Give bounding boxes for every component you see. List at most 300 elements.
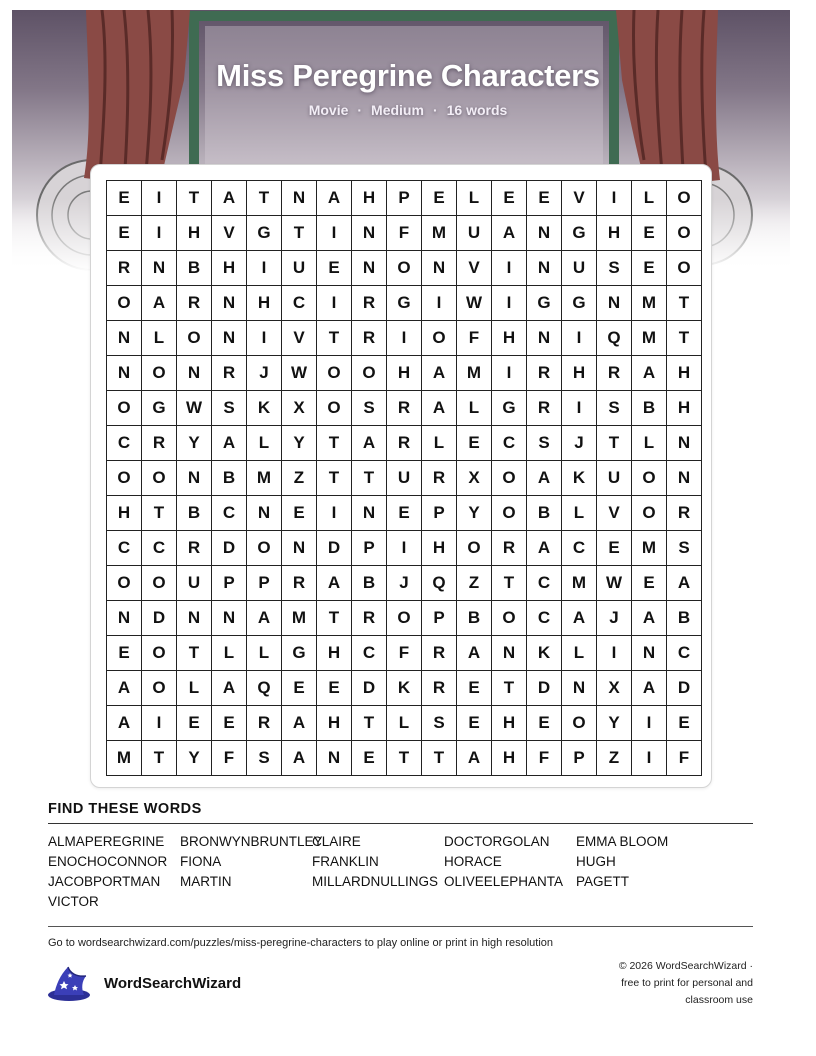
grid-cell[interactable]: N [562,671,597,706]
grid-cell[interactable]: N [177,356,212,391]
grid-cell[interactable]: T [352,706,387,741]
grid-cell[interactable]: B [352,566,387,601]
grid-cell[interactable]: H [492,741,527,776]
grid-cell[interactable]: A [107,706,142,741]
grid-cell[interactable]: V [212,216,247,251]
grid-cell[interactable]: C [667,636,702,671]
grid-cell[interactable]: N [107,356,142,391]
grid-cell[interactable]: O [632,496,667,531]
grid-cell[interactable]: E [107,181,142,216]
grid-cell[interactable]: E [457,426,492,461]
grid-cell[interactable]: S [597,391,632,426]
grid-cell[interactable]: R [352,286,387,321]
grid-cell[interactable]: A [142,286,177,321]
grid-cell[interactable]: L [457,391,492,426]
divider [48,926,753,927]
grid-cell[interactable]: T [352,461,387,496]
grid-cell[interactable]: A [527,461,562,496]
grid-cell[interactable]: Z [457,566,492,601]
grid-cell[interactable]: N [352,216,387,251]
grid-cell[interactable]: U [282,251,317,286]
grid-cell[interactable]: N [212,286,247,321]
grid-cell[interactable]: N [352,496,387,531]
grid-cell[interactable]: T [667,286,702,321]
grid-cell[interactable]: H [667,356,702,391]
grid-cell[interactable]: E [107,216,142,251]
grid-cell[interactable]: M [457,356,492,391]
grid-cell[interactable]: I [387,321,422,356]
grid-cell[interactable]: K [247,391,282,426]
grid-cell[interactable]: I [247,251,282,286]
grid-cell[interactable]: R [387,426,422,461]
grid-cell[interactable]: M [632,321,667,356]
grid-cell[interactable]: I [492,251,527,286]
grid-cell[interactable]: L [422,426,457,461]
grid-cell[interactable]: B [667,601,702,636]
grid-cell[interactable]: U [562,251,597,286]
grid-cell[interactable]: M [632,531,667,566]
grid-cell[interactable]: L [247,636,282,671]
grid-cell[interactable]: C [142,531,177,566]
grid-cell[interactable]: F [667,741,702,776]
grid-cell[interactable]: N [177,461,212,496]
grid-cell[interactable]: N [212,321,247,356]
grid-cell[interactable]: E [632,251,667,286]
grid-cell[interactable]: P [422,601,457,636]
grid-cell[interactable]: G [492,391,527,426]
grid-cell[interactable]: I [597,181,632,216]
grid-cell[interactable]: S [352,391,387,426]
grid-cell[interactable]: C [352,636,387,671]
grid-cell[interactable]: L [247,426,282,461]
grid-cell[interactable]: O [667,181,702,216]
grid-cell[interactable]: R [107,251,142,286]
divider [48,823,753,824]
grid-cell[interactable]: D [317,531,352,566]
grid-cell[interactable]: P [352,531,387,566]
grid-cell[interactable]: O [107,391,142,426]
grid-cell[interactable]: R [282,566,317,601]
grid-cell[interactable]: N [667,461,702,496]
grid-cell[interactable]: T [492,671,527,706]
grid-cell[interactable]: I [492,356,527,391]
grid-cell[interactable]: O [107,461,142,496]
grid-cell[interactable]: F [457,321,492,356]
grid-cell[interactable]: J [597,601,632,636]
grid-cell[interactable]: H [107,496,142,531]
grid-cell[interactable]: S [597,251,632,286]
grid-cell[interactable]: I [422,286,457,321]
letter-grid[interactable] [106,180,702,776]
grid-cell[interactable]: B [177,251,212,286]
grid-cell[interactable]: A [107,671,142,706]
grid-cell[interactable]: N [597,286,632,321]
grid-cell[interactable]: U [597,461,632,496]
grid-cell[interactable]: P [562,741,597,776]
grid-cell[interactable]: A [562,601,597,636]
grid-cell[interactable]: L [457,181,492,216]
grid-cell[interactable]: E [597,531,632,566]
grid-cell[interactable]: Q [247,671,282,706]
grid-cell[interactable]: Y [177,741,212,776]
grid-cell[interactable]: P [387,181,422,216]
grid-cell[interactable]: E [212,706,247,741]
grid-cell[interactable]: H [597,216,632,251]
grid-cell[interactable]: G [527,286,562,321]
grid-cell[interactable]: B [212,461,247,496]
grid-cell[interactable]: O [387,601,422,636]
grid-cell[interactable]: O [142,461,177,496]
grid-cell[interactable]: G [247,216,282,251]
grid-cell[interactable]: O [107,566,142,601]
grid-cell[interactable]: W [597,566,632,601]
grid-cell[interactable]: C [562,531,597,566]
grid-cell[interactable]: Z [597,741,632,776]
grid-cell[interactable]: P [247,566,282,601]
grid-cell[interactable]: O [142,636,177,671]
grid-cell[interactable]: V [562,181,597,216]
grid-cell[interactable]: N [177,601,212,636]
grid-cell[interactable]: D [212,531,247,566]
grid-cell[interactable]: I [597,636,632,671]
grid-cell[interactable]: E [422,181,457,216]
grid-cell[interactable]: R [352,601,387,636]
word-list-heading: FIND THESE WORDS [48,801,202,817]
grid-cell[interactable]: J [562,426,597,461]
grid-cell[interactable]: T [492,566,527,601]
grid-cell[interactable]: L [387,706,422,741]
grid-cell[interactable]: M [107,741,142,776]
grid-cell[interactable]: N [527,251,562,286]
grid-cell[interactable]: R [527,391,562,426]
grid-cell[interactable]: J [387,566,422,601]
brand-logo[interactable] [46,963,241,1003]
grid-cell[interactable]: O [457,531,492,566]
grid-cell[interactable]: N [142,251,177,286]
word-list-item: HUGH [576,854,616,869]
grid-cell[interactable]: L [632,181,667,216]
grid-cell[interactable]: C [107,426,142,461]
grid-cell[interactable]: S [212,391,247,426]
grid-cell[interactable]: R [597,356,632,391]
grid-cell[interactable]: I [317,286,352,321]
grid-cell[interactable]: K [527,636,562,671]
grid-cell[interactable]: O [177,321,212,356]
grid-cell[interactable]: N [527,321,562,356]
grid-cell[interactable]: A [212,181,247,216]
grid-cell[interactable]: O [352,356,387,391]
grid-cell[interactable]: N [282,531,317,566]
grid-cell[interactable]: M [282,601,317,636]
grid-cell[interactable]: H [317,706,352,741]
grid-cell[interactable]: E [387,496,422,531]
grid-cell[interactable]: X [282,391,317,426]
grid-cell[interactable]: I [247,321,282,356]
grid-cell[interactable]: T [422,741,457,776]
grid-cell[interactable]: Y [282,426,317,461]
grid-cell[interactable]: L [177,671,212,706]
grid-cell[interactable]: T [282,216,317,251]
grid-cell[interactable]: N [282,181,317,216]
grid-cell[interactable]: E [282,496,317,531]
grid-cell[interactable]: O [142,356,177,391]
grid-cell[interactable]: L [142,321,177,356]
grid-cell[interactable]: A [457,741,492,776]
grid-cell[interactable]: N [107,321,142,356]
grid-cell[interactable]: A [667,566,702,601]
grid-cell[interactable]: T [317,601,352,636]
grid-cell[interactable]: H [492,706,527,741]
grid-cell[interactable]: R [387,391,422,426]
grid-cell[interactable]: S [247,741,282,776]
grid-cell[interactable]: E [457,706,492,741]
grid-cell[interactable]: A [212,671,247,706]
grid-cell[interactable]: T [387,741,422,776]
grid-cell[interactable]: A [492,216,527,251]
grid-cell[interactable]: N [107,601,142,636]
grid-cell[interactable]: A [282,741,317,776]
grid-cell[interactable]: V [457,251,492,286]
grid-cell[interactable]: O [387,251,422,286]
grid-cell[interactable]: A [247,601,282,636]
grid-cell[interactable]: R [177,286,212,321]
grid-cell[interactable]: I [142,706,177,741]
grid-cell[interactable]: L [212,636,247,671]
grid-cell[interactable]: H [247,286,282,321]
grid-cell[interactable]: R [177,531,212,566]
grid-cell[interactable]: O [492,601,527,636]
grid-cell[interactable]: H [422,531,457,566]
grid-cell[interactable]: L [562,496,597,531]
grid-cell[interactable]: U [387,461,422,496]
grid-cell[interactable]: N [632,636,667,671]
grid-cell[interactable]: A [632,601,667,636]
grid-cell[interactable]: K [387,671,422,706]
word-list-item: VICTOR [48,894,99,909]
grid-cell[interactable]: R [142,426,177,461]
grid-cell[interactable]: I [317,496,352,531]
grid-cell[interactable]: R [247,706,282,741]
grid-cell[interactable]: A [422,356,457,391]
grid-cell[interactable]: C [282,286,317,321]
grid-cell[interactable]: J [247,356,282,391]
grid-cell[interactable]: I [632,706,667,741]
grid-cell[interactable]: E [317,671,352,706]
grid-cell[interactable]: R [492,531,527,566]
grid-cell[interactable]: R [212,356,247,391]
grid-cell[interactable]: A [422,391,457,426]
grid-cell[interactable]: S [667,531,702,566]
grid-cell[interactable]: N [317,741,352,776]
grid-cell[interactable]: H [212,251,247,286]
grid-cell[interactable]: E [352,741,387,776]
wizard-hat-icon [46,963,92,1003]
grid-cell[interactable]: A [282,706,317,741]
grid-cell[interactable]: W [282,356,317,391]
grid-cell[interactable]: A [632,671,667,706]
grid-cell[interactable]: I [142,216,177,251]
grid-cell[interactable]: O [667,216,702,251]
grid-cell[interactable]: G [562,286,597,321]
grid-cell[interactable]: E [632,566,667,601]
grid-cell[interactable]: O [142,566,177,601]
grid-cell[interactable]: T [317,321,352,356]
grid-cell[interactable]: T [317,461,352,496]
grid-cell[interactable]: Q [422,566,457,601]
grid-cell[interactable]: U [177,566,212,601]
grid-cell[interactable]: D [142,601,177,636]
grid-cell[interactable]: O [632,461,667,496]
grid-cell[interactable]: Y [177,426,212,461]
grid-cell[interactable]: C [527,566,562,601]
grid-cell[interactable]: E [492,181,527,216]
grid-cell[interactable]: Y [597,706,632,741]
grid-cell[interactable]: E [527,181,562,216]
grid-cell[interactable]: E [317,251,352,286]
grid-cell[interactable]: T [177,181,212,216]
grid-cell[interactable]: X [457,461,492,496]
grid-cell[interactable]: P [212,566,247,601]
grid-cell[interactable]: V [282,321,317,356]
grid-cell[interactable]: O [317,391,352,426]
grid-cell[interactable]: E [107,636,142,671]
grid-cell[interactable]: I [492,286,527,321]
grid-cell[interactable]: H [177,216,212,251]
grid-cell[interactable]: I [632,741,667,776]
grid-cell[interactable]: T [317,426,352,461]
grid-cell[interactable]: R [527,356,562,391]
grid-cell[interactable]: F [387,636,422,671]
grid-cell[interactable]: O [562,706,597,741]
grid-cell[interactable]: E [527,706,562,741]
grid-cell[interactable]: T [597,426,632,461]
grid-cell[interactable]: F [527,741,562,776]
grid-cell[interactable]: R [422,636,457,671]
grid-cell[interactable]: H [387,356,422,391]
word-list-item: CLAIRE [312,834,361,849]
grid-cell[interactable]: W [457,286,492,321]
grid-cell[interactable]: I [562,321,597,356]
grid-cell[interactable]: I [142,181,177,216]
grid-cell[interactable]: M [632,286,667,321]
grid-cell[interactable]: A [317,566,352,601]
grid-cell[interactable]: O [492,496,527,531]
grid-cell[interactable]: C [212,496,247,531]
grid-cell[interactable]: T [142,741,177,776]
grid-cell[interactable]: T [667,321,702,356]
grid-cell[interactable]: F [387,216,422,251]
grid-cell[interactable]: G [282,636,317,671]
grid-cell[interactable]: M [562,566,597,601]
grid-cell[interactable]: A [352,426,387,461]
grid-cell[interactable]: T [247,181,282,216]
word-list-item: FIONA [180,854,222,869]
grid-cell[interactable]: D [352,671,387,706]
grid-cell[interactable]: E [457,671,492,706]
grid-cell[interactable]: G [387,286,422,321]
grid-cell[interactable]: A [527,531,562,566]
grid-cell[interactable]: S [527,426,562,461]
grid-cell[interactable]: H [492,321,527,356]
grid-cell[interactable]: N [667,426,702,461]
grid-cell[interactable]: G [142,391,177,426]
grid-cell[interactable]: A [632,356,667,391]
grid-cell[interactable]: U [457,216,492,251]
grid-cell[interactable]: N [422,251,457,286]
grid-cell[interactable]: H [352,181,387,216]
grid-cell[interactable]: N [212,601,247,636]
grid-cell[interactable]: T [177,636,212,671]
page-title: Miss Peregrine Characters [216,58,600,93]
grid-cell[interactable]: T [142,496,177,531]
grid-cell[interactable]: W [177,391,212,426]
grid-cell[interactable]: P [422,496,457,531]
grid-cell[interactable]: G [562,216,597,251]
grid-cell[interactable]: A [212,426,247,461]
grid-cell[interactable]: V [597,496,632,531]
grid-cell[interactable]: H [317,636,352,671]
grid-cell[interactable]: A [457,636,492,671]
grid-cell[interactable]: X [597,671,632,706]
grid-cell[interactable]: B [527,496,562,531]
grid-cell[interactable]: I [317,216,352,251]
grid-cell[interactable]: B [457,601,492,636]
grid-cell[interactable]: Z [282,461,317,496]
grid-cell[interactable]: H [562,356,597,391]
grid-cell[interactable]: C [107,531,142,566]
grid-cell[interactable]: E [667,706,702,741]
grid-cell[interactable]: R [422,671,457,706]
grid-cell[interactable]: Y [457,496,492,531]
grid-cell[interactable]: Q [597,321,632,356]
grid-cell[interactable]: K [562,461,597,496]
grid-cell[interactable]: E [282,671,317,706]
grid-cell[interactable]: B [177,496,212,531]
grid-cell[interactable]: L [562,636,597,671]
grid-cell[interactable]: R [667,496,702,531]
grid-cell[interactable]: F [212,741,247,776]
grid-cell[interactable]: O [142,671,177,706]
grid-cell[interactable]: O [247,531,282,566]
grid-cell[interactable]: R [352,321,387,356]
grid-cell[interactable]: I [387,531,422,566]
grid-cell[interactable]: N [527,216,562,251]
grid-cell[interactable]: R [422,461,457,496]
grid-cell[interactable]: C [492,426,527,461]
grid-cell[interactable]: D [667,671,702,706]
grid-cell[interactable]: N [492,636,527,671]
grid-cell[interactable]: D [527,671,562,706]
grid-cell[interactable]: O [492,461,527,496]
grid-cell[interactable]: O [317,356,352,391]
grid-cell[interactable]: S [422,706,457,741]
grid-cell[interactable]: O [107,286,142,321]
grid-cell[interactable]: B [632,391,667,426]
grid-cell[interactable]: M [422,216,457,251]
grid-cell[interactable]: O [667,251,702,286]
grid-cell[interactable]: E [632,216,667,251]
grid-cell[interactable]: L [632,426,667,461]
grid-cell[interactable]: A [317,181,352,216]
grid-cell[interactable]: O [422,321,457,356]
grid-cell[interactable]: I [562,391,597,426]
grid-cell[interactable]: H [667,391,702,426]
grid-cell[interactable]: C [527,601,562,636]
grid-cell[interactable]: N [352,251,387,286]
grid-cell[interactable]: M [247,461,282,496]
grid-cell[interactable]: N [247,496,282,531]
grid-cell[interactable]: E [177,706,212,741]
